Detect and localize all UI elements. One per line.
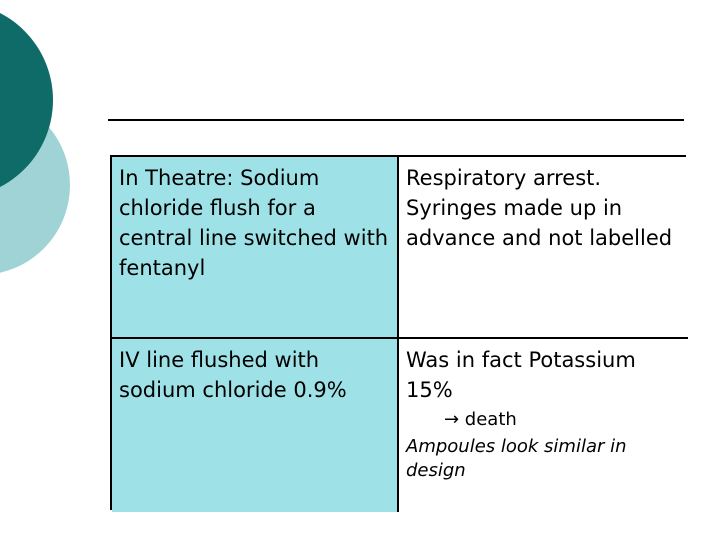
outcome-note: → death — [444, 409, 517, 430]
decorative-circles — [0, 0, 90, 300]
table-cell — [399, 157, 688, 339]
cell-text: In Theatre: Sodium chloride flush for a central line switched with fentanyl — [119, 166, 389, 280]
table-cell — [112, 157, 399, 339]
cell-text: Was in fact Potassium 15% — [406, 348, 636, 402]
table-cell — [112, 339, 399, 512]
title-divider — [108, 119, 684, 121]
incident-table — [110, 155, 686, 510]
cell-text: IV line flushed with sodium chloride 0.9% — [119, 348, 347, 402]
design-note: Ampoules look similar in design — [406, 436, 627, 481]
cell-text: Respiratory arrest. Syringes made up in advance and not labelled — [406, 166, 673, 250]
table-cell — [399, 339, 688, 512]
